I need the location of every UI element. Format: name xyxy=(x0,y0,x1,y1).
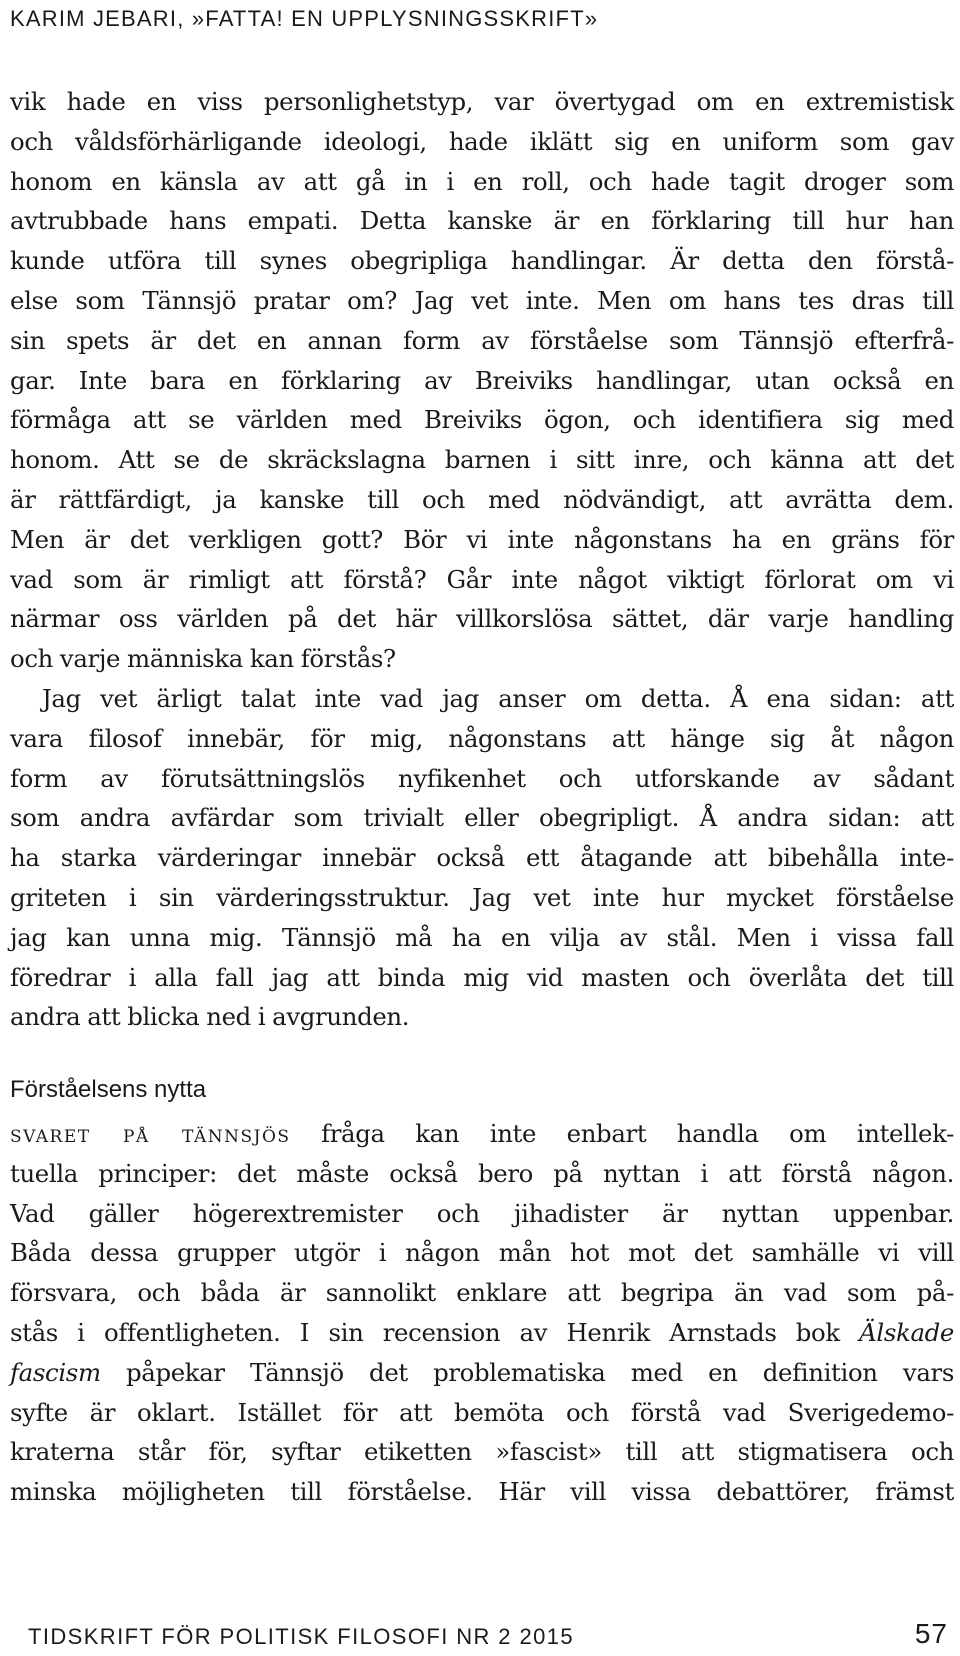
text-line xyxy=(10,1313,954,1353)
text-line: Jag vet ärligt talat inte vad jag anser om detta. Å ena sidan: att xyxy=(42,683,954,713)
text-line: jag kan unna mig. Tännsjö må ha en vilja av stål. Men i vissa fall xyxy=(10,922,954,952)
text-line: vik hade en viss personlighetstyp, var övertygad om en extremistisk xyxy=(10,87,954,116)
text-line: som andra avfärdar som trivialt eller obegripligt. Å andra sidan: att xyxy=(10,803,954,833)
text-line: Båda dessa grupper utgör i någon mån hot mot det samhälle vi vill xyxy=(10,1238,954,1268)
text-fragment: stås i offentligheten. I sin recension av Henrik Arnstads bok xyxy=(10,1317,860,1347)
text-line: vad som är rimligt att förstå? Går inte något viktigt förlorat om vi xyxy=(10,564,954,594)
text-line: förmåga att se världen med Breiviks ögon, och identifiera sig med xyxy=(10,405,954,435)
text-line: Vad gäller högerextremister och jihadister är nyttan uppenbar. xyxy=(10,1198,954,1228)
text-line: syfte är oklart. Istället för att bemöta och förstå vad Sverigedemo- xyxy=(10,1397,954,1427)
text-line: kraterna står för, syftar etiketten »fascist» till att stigmatisera och xyxy=(10,1437,954,1467)
section-heading: Förståelsens nytta xyxy=(10,1076,207,1103)
body-text xyxy=(10,82,954,1037)
text-line: tuella principer: det måste också bero på nyttan i att förstå någon. xyxy=(10,1158,954,1188)
text-line: avtrubbade hans empati. Detta kanske är en förklaring till hur han xyxy=(10,206,954,236)
text-line: är rättfärdigt, ja kanske till och med nödvändigt, att avrätta dem. xyxy=(10,484,954,514)
text-line xyxy=(10,1114,954,1154)
text-line: minska möjligheten till förståelse. Här vill vissa debattörer, främst xyxy=(10,1477,954,1507)
text-line: honom en känsla av att gå in i en roll, och hade tagit droger som xyxy=(10,166,954,196)
text-line: griteten i sin värderingsstruktur. Jag vet inte hur mycket förståelse xyxy=(10,882,954,912)
text-line: honom. Att se de skräckslagna barnen i sitt inre, och känna att det xyxy=(10,445,954,475)
text-line: föredrar i alla fall jag att binda mig vid masten och överlåta det till xyxy=(10,962,954,992)
text-line: försvara, och båda är sannolikt enklare att begripa än vad som på- xyxy=(10,1278,954,1308)
text-line: form av förutsättningslös nyfikenhet och utforskande av sådant xyxy=(10,763,954,793)
journal-footer: TIDSKRIFT FÖR POLITISK FILOSOFI NR 2 2015 xyxy=(28,1624,574,1649)
text-line: och varje människa kan förstås? xyxy=(10,644,396,674)
running-head: KARIM JEBARI, »FATTA! EN UPPLYSNINGSSKRIFT» xyxy=(10,6,599,31)
page-number: 57 xyxy=(914,1618,948,1649)
text-line: Men är det verkligen gott? Bör vi inte någonstans ha en gräns för xyxy=(10,524,954,554)
text-fragment: fråga kan inte enbart handla om intellek- xyxy=(290,1119,954,1148)
text-line: else som Tännsjö pratar om? Jag vet inte. Men om hans tes dras till xyxy=(10,285,954,315)
text-line: ha starka värderingar innebär också ett åtagande att bibehålla inte- xyxy=(10,843,954,873)
text-line: gar. Inte bara en förklaring av Breiviks handlingar, utan också en xyxy=(10,365,954,395)
text-line: vara filosof innebär, för mig, någonstans att hänge sig åt någon xyxy=(10,723,954,753)
section-body xyxy=(10,1114,954,1512)
text-fragment: påpekar Tännsjö det problematiska med en definition vars xyxy=(100,1357,954,1387)
text-line: närmar oss världen på det här villkorslösa sättet, där varje handling xyxy=(10,604,954,634)
paragraph-1 xyxy=(10,82,954,679)
text-line: kunde utföra till synes obegripliga handlingar. Är detta den förstå- xyxy=(10,246,954,276)
book-title: fascism xyxy=(10,1357,101,1387)
book-title: Älskade xyxy=(859,1317,954,1347)
text-line: och våldsförhärligande ideologi, hade iklätt sig en uniform som gav xyxy=(10,126,954,156)
section-lead-smallcaps: svaret på tännsjös xyxy=(10,1119,291,1148)
text-line: sin spets är det en annan form av förståelse som Tännsjö efterfrå- xyxy=(10,325,954,355)
text-line xyxy=(10,1353,954,1393)
text-line: andra att blicka ned i avgrunden. xyxy=(10,1002,410,1032)
paragraph-2 xyxy=(10,679,954,1037)
